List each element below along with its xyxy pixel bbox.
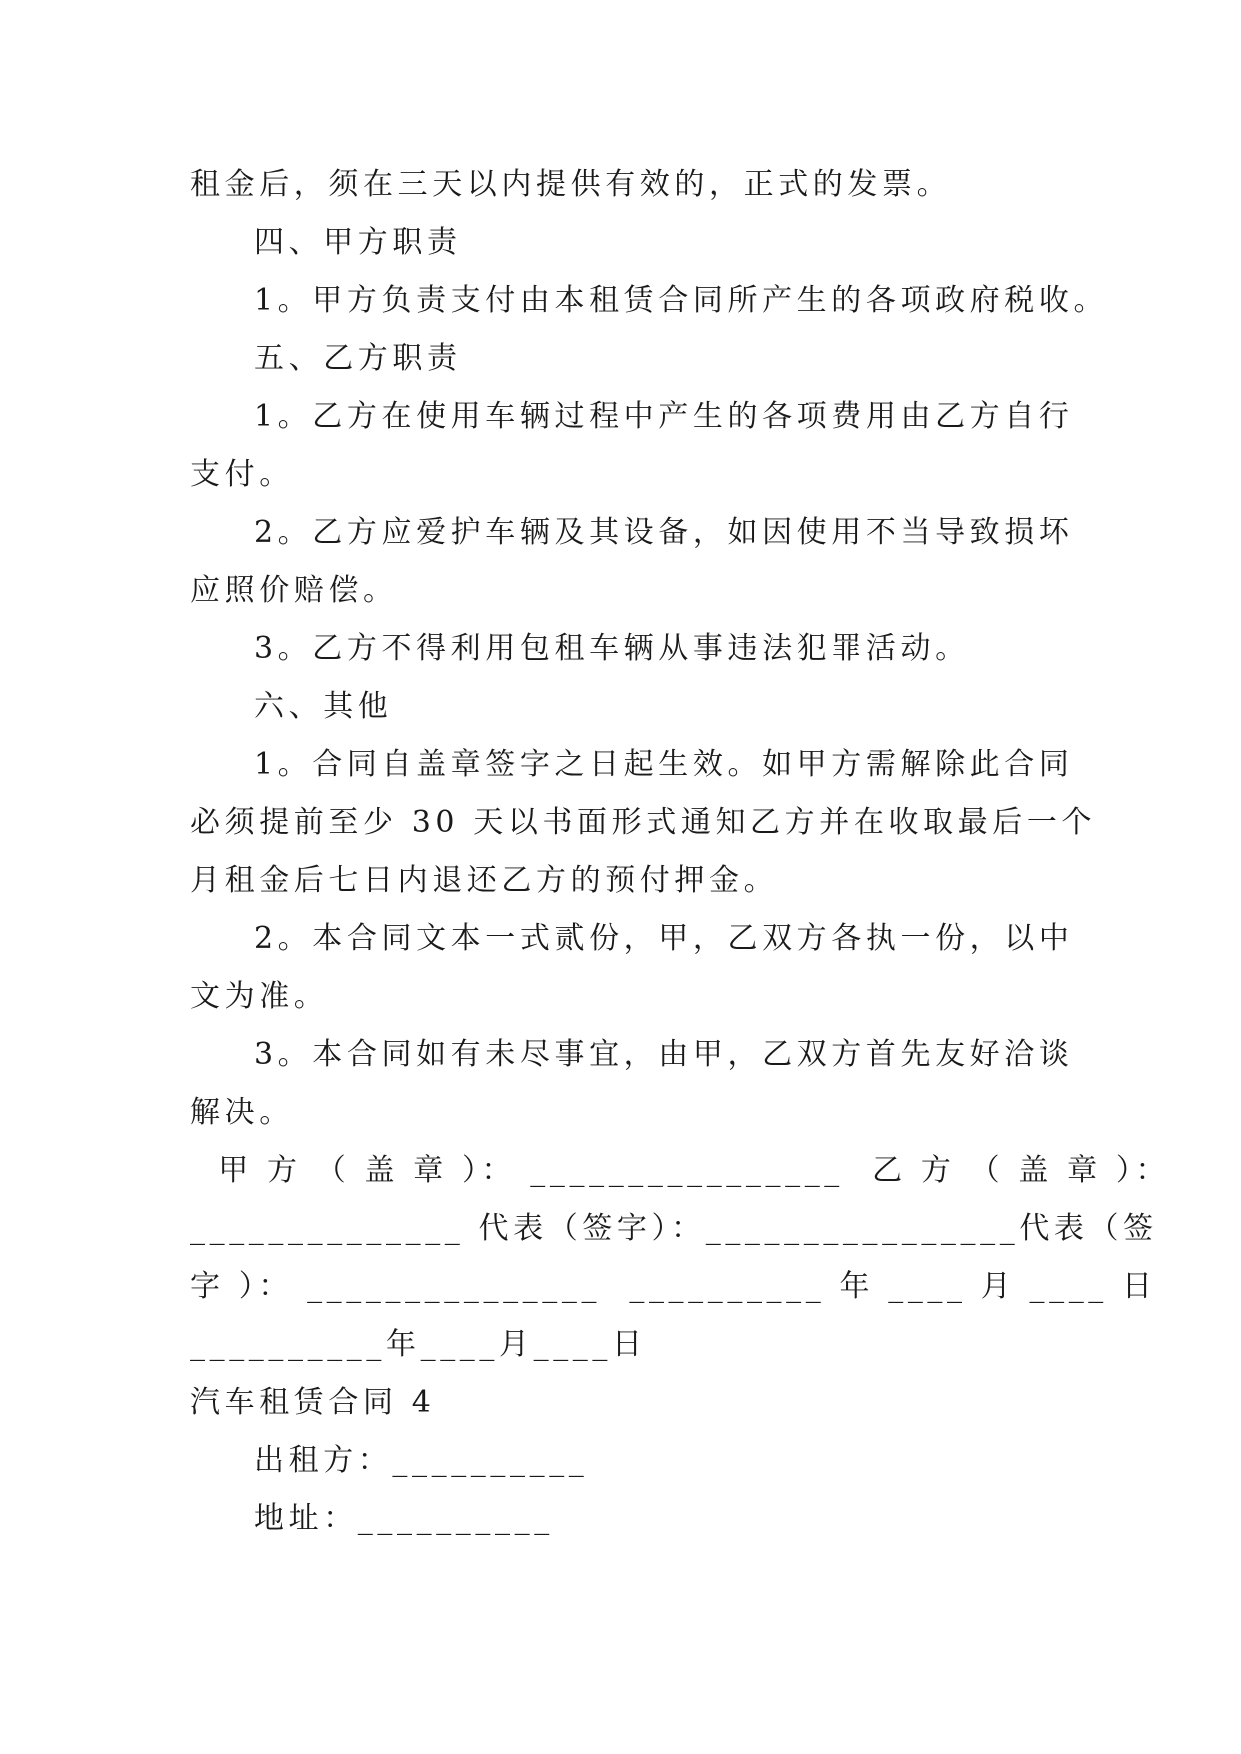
- text-line-15: 文为准。: [190, 979, 329, 1014]
- signature-party-line: 甲 方 （ 盖 章 ）： ________________ 乙 方 （ 盖 章 ）：: [190, 1153, 1171, 1188]
- text-line-6: 支付。: [190, 457, 294, 492]
- lessor-field-label: 出租方：__________: [254, 1443, 589, 1478]
- text-line-7: 2。乙方应爱护车辆及其设备，如因使用不当导致损坏: [254, 515, 1074, 550]
- text-line-17: 解决。: [190, 1095, 294, 1130]
- text-line-11: 1。合同自盖章签字之日起生效。如甲方需解除此合同: [254, 747, 1074, 782]
- text-line-3: 1。甲方负责支付由本租赁合同所产生的各项政府税收。: [254, 283, 1109, 318]
- section-heading-6: 六、其他: [254, 689, 393, 724]
- text-line-9: 3。乙方不得利用包租车辆从事违法犯罪活动。: [254, 631, 970, 666]
- section-heading-5: 五、乙方职责: [254, 341, 462, 376]
- contract-title: 汽车租赁合同 4: [190, 1385, 436, 1420]
- text-line-5: 1。乙方在使用车辆过程中产生的各项费用由乙方自行: [254, 399, 1074, 434]
- text-line-8: 应照价赔偿。: [190, 573, 398, 608]
- text-line-14: 2。本合同文本一式贰份，甲，乙双方各执一份，以中: [254, 921, 1074, 956]
- text-line-1: 租金后，须在三天以内提供有效的，正式的发票。: [190, 167, 952, 202]
- text-line-12: 必须提前至少 30 天以书面形式通知乙方并在收取最后一个: [190, 805, 1097, 840]
- text-line-13: 月租金后七日内退还乙方的预付押金。: [190, 863, 779, 898]
- text-line-16: 3。本合同如有未尽事宜，由甲，乙双方首先友好洽谈: [254, 1037, 1074, 1072]
- address-field-label: 地址：__________: [254, 1501, 554, 1536]
- signature-date-line: 字 ）： _______________ __________ 年 ____ 月 ____ 日: [190, 1269, 1157, 1304]
- signature-representative-line: ______________ 代表（签字）：________________代表（签: [190, 1211, 1158, 1246]
- signature-date-line-2: __________年____月____日: [190, 1327, 647, 1362]
- section-heading-4: 四、甲方职责: [254, 225, 462, 260]
